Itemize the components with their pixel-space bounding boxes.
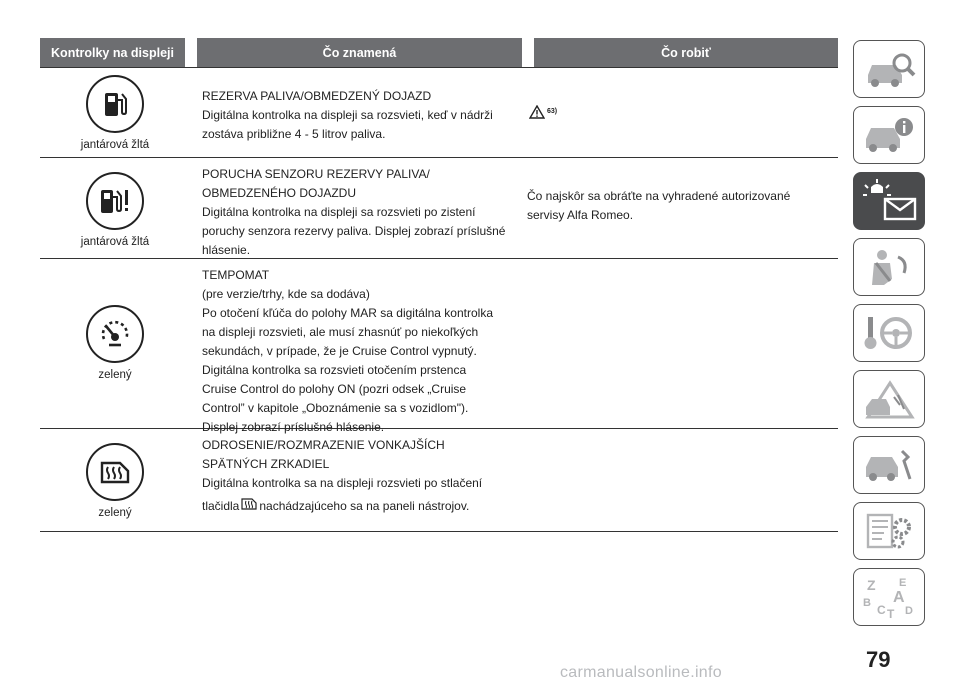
tab-car-search[interactable] <box>853 40 925 98</box>
tab-car-info[interactable] <box>853 106 925 164</box>
chapter-tabs <box>853 40 927 634</box>
meaning-line-suffix: nachádzajúceho sa na paneli nástrojov. <box>259 499 470 514</box>
key-steering-icon <box>862 313 916 353</box>
warning-triangle-car-icon <box>862 379 916 419</box>
indicator-cell <box>40 305 190 381</box>
fuel-sensor-fault-icon <box>86 172 144 230</box>
meaning-line: PORUCHA SENZORU REZERVY PALIVA/ <box>202 167 430 181</box>
index-letter: D <box>905 605 913 617</box>
watermark: carmanualsonline.info <box>560 664 722 681</box>
tab-technical-data[interactable] <box>853 502 925 560</box>
index-letter: E <box>899 577 907 589</box>
indicator-cell <box>40 443 190 519</box>
indicator-color-label: jantárová žltá <box>80 139 150 151</box>
meaning-line: sekundách, v prípade, že je Cruise Control vypnutý. <box>202 344 477 358</box>
meaning-line: Digitálna kontrolka sa rozsvieti otočením prstenca <box>202 363 467 377</box>
cruise-control-icon <box>86 305 144 363</box>
meaning-text <box>202 165 527 260</box>
meaning-line: poruchy senzora rezervy paliva. Displej zobrazí príslušné <box>202 224 506 238</box>
meaning-line: (pre verzie/trhy, kde sa dodáva) <box>202 287 370 301</box>
indicator-color-label: jantárová žltá <box>80 236 150 248</box>
meaning-line: Digitálna kontrolka na displeji sa rozsvieti po zistení <box>202 205 476 219</box>
mirror-defrost-button-icon <box>240 497 258 517</box>
fuel-reserve-icon <box>86 75 144 133</box>
seatbelt-airbag-icon <box>862 247 916 287</box>
meaning-line: TEMPOMAT <box>202 268 270 282</box>
indicator-color-label: zelený <box>98 507 132 519</box>
meaning-text <box>202 266 527 437</box>
tab-maintenance[interactable] <box>853 436 925 494</box>
meaning-line: Displej zobrazí príslušné hlásenie. <box>202 420 385 434</box>
meaning-text <box>202 87 527 144</box>
table-header <box>40 38 838 67</box>
meaning-line: na displeji rozsvieti, ale musí zhasnúť po niekoľkých <box>202 325 479 339</box>
index-letter: T <box>887 607 895 620</box>
alphabet-index-icon <box>861 574 917 620</box>
car-service-icon <box>862 445 916 485</box>
meaning-line: ODROSENIE/ROZMRAZENIE VONKAJŠÍCH <box>202 438 445 452</box>
warning-ref-number: 63) <box>547 108 558 115</box>
index-letter: A <box>893 589 905 606</box>
indicator-cell <box>40 172 190 248</box>
tab-index[interactable] <box>853 568 925 626</box>
index-letter: Z <box>867 577 876 593</box>
mirror-defrost-icon <box>86 443 144 501</box>
specs-gear-icon <box>862 511 916 551</box>
table-row <box>40 158 838 259</box>
meaning-line: Cruise Control do polohy ON (pozri odsek „Cruise <box>202 382 467 396</box>
car-info-icon <box>862 115 916 155</box>
car-search-icon <box>862 49 916 89</box>
meaning-line: Control” v kapitole „Oboznámenie sa s vozidlom"). <box>202 401 469 415</box>
header-display-lights: Kontrolky na displeji <box>40 38 185 67</box>
indicator-cell <box>40 75 190 151</box>
header-meaning: Čo znamená <box>197 38 522 67</box>
table-row <box>40 429 838 532</box>
meaning-line: Po otočení kľúča do polohy MAR sa digitálna kontrolka <box>202 306 493 320</box>
table-row <box>40 67 838 158</box>
table-row <box>40 259 838 434</box>
tab-driving[interactable] <box>853 304 925 362</box>
meaning-line: Digitálna kontrolka na displeji sa rozsvieti, keď v nádrži <box>202 108 493 122</box>
warning-triangle-icon <box>529 105 545 119</box>
index-letter: B <box>863 597 871 609</box>
meaning-line <box>202 497 527 517</box>
meaning-text <box>202 436 527 517</box>
warning-lights-table <box>40 38 838 532</box>
warning-reference <box>529 105 557 119</box>
action-text <box>527 187 837 225</box>
action-line: Čo najskôr sa obráťte na vyhradené autorizované <box>527 189 791 203</box>
meaning-line: hlásenie. <box>202 243 251 257</box>
indicator-color-label: zelený <box>98 369 132 381</box>
tab-warning-lights[interactable] <box>853 172 925 230</box>
page-number: 79 <box>866 647 891 672</box>
warning-light-message-icon <box>859 179 919 223</box>
meaning-line: zostáva približne 4 - 5 litrov paliva. <box>202 127 386 141</box>
tab-emergency[interactable] <box>853 370 925 428</box>
meaning-line: Digitálna kontrolka sa na displeji rozsvieti po stlačení <box>202 476 483 490</box>
meaning-line: REZERVA PALIVA/OBMEDZENÝ DOJAZD <box>202 89 432 103</box>
meaning-line-prefix: tlačidla <box>202 499 240 514</box>
tab-safety[interactable] <box>853 238 925 296</box>
action-line: servisy Alfa Romeo. <box>527 208 634 222</box>
meaning-line: OBMEDZENÉHO DOJAZDU <box>202 186 357 200</box>
meaning-line: SPÄTNÝCH ZRKADIEL <box>202 457 330 471</box>
header-action: Čo robiť <box>534 38 838 67</box>
index-letter: C <box>877 603 886 617</box>
